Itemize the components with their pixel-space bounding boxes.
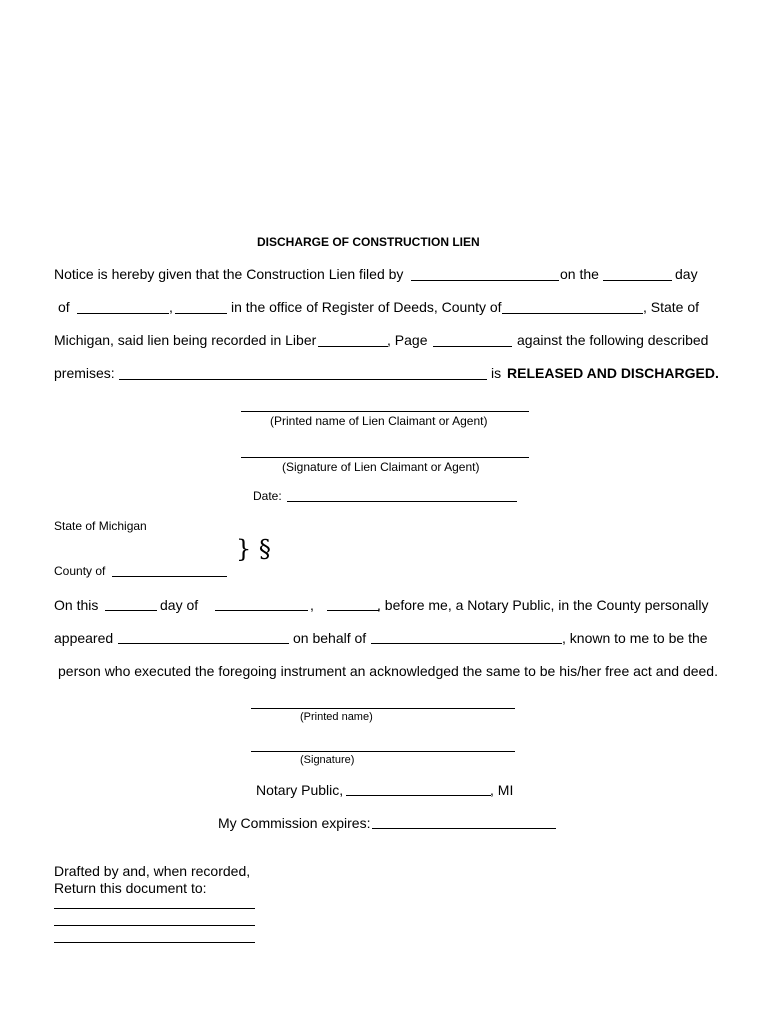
described-text: against the following described [517, 332, 709, 348]
ack-month-blank[interactable] [215, 610, 308, 611]
county-of-label: County of [54, 564, 106, 578]
claimant-printed-name-caption: (Printed name of Lien Claimant or Agent) [270, 414, 488, 428]
on-the-text: on the [560, 266, 599, 282]
ack-day-blank[interactable] [105, 610, 157, 611]
state-of-text: , State of [643, 299, 700, 315]
day-text: day [675, 266, 698, 282]
is-text: is [491, 365, 502, 381]
notary-printed-name-caption: (Printed name) [300, 711, 373, 723]
notary-public-label: Notary Public, [256, 782, 344, 798]
liber-blank[interactable] [318, 346, 388, 347]
premises-text: premises: [54, 365, 115, 381]
return-address-line-2[interactable] [54, 925, 255, 926]
before-me-text: , before me, a Notary Public, in the County personally [377, 597, 709, 613]
notary-printed-name-line[interactable] [251, 708, 515, 709]
return-address-line-1[interactable] [54, 908, 255, 909]
on-this-text: On this [54, 597, 99, 613]
claimant-signature-caption: (Signature of Lien Claimant or Agent) [282, 460, 480, 474]
page-blank[interactable] [433, 346, 512, 347]
appeared-name-blank[interactable] [118, 643, 289, 644]
day-of-text: day of [160, 597, 199, 613]
year-blank[interactable] [175, 313, 227, 314]
ack-year-blank[interactable] [327, 610, 379, 611]
lien-claimant-blank[interactable] [411, 280, 559, 281]
notice-text: Notice is hereby given that the Construction Lien filed by [54, 266, 404, 282]
venue-brace-section-symbol: } § [236, 535, 271, 563]
executed-instrument-text: person who executed the foregoing instrument an acknowledged the same to be his/her free act and deed. [58, 663, 718, 679]
known-to-me-text: , known to me to be the [562, 630, 708, 646]
comma-text: , [169, 299, 173, 315]
month-blank[interactable] [77, 313, 169, 314]
notary-signature-line[interactable] [251, 751, 515, 752]
venue-county-blank[interactable] [112, 576, 227, 577]
mi-suffix-text: , MI [490, 782, 514, 798]
return-address-line-3[interactable] [54, 942, 255, 943]
on-behalf-of-text: on behalf of [293, 630, 367, 646]
drafted-by-text: Drafted by and, when recorded, [54, 863, 251, 879]
return-document-text: Return this document to: [54, 880, 207, 896]
notary-county-blank[interactable] [346, 795, 491, 796]
date-blank[interactable] [287, 501, 517, 502]
commission-expires-label: My Commission expires: [218, 815, 371, 831]
page-text: , Page [387, 332, 428, 348]
notary-signature-caption: (Signature) [300, 754, 355, 766]
on-behalf-of-blank[interactable] [371, 643, 562, 644]
date-label: Date: [253, 489, 282, 503]
appeared-text: appeared [54, 630, 114, 646]
of-text: of [58, 299, 70, 315]
recorded-in-liber-text: Michigan, said lien being recorded in Liber [54, 332, 317, 348]
state-of-michigan-text: State of Michigan [54, 519, 147, 533]
day-blank[interactable] [603, 280, 672, 281]
register-of-deeds-text: in the office of Register of Deeds, County of [231, 299, 502, 315]
claimant-signature-line[interactable] [241, 457, 529, 458]
released-discharged-text: RELEASED AND DISCHARGED. [507, 365, 719, 381]
premises-blank[interactable] [119, 379, 487, 380]
document-title: DISCHARGE OF CONSTRUCTION LIEN [257, 235, 480, 249]
claimant-printed-name-line[interactable] [241, 411, 529, 412]
commission-expires-blank[interactable] [372, 828, 556, 829]
ack-comma-text: , [310, 597, 314, 613]
county-blank[interactable] [502, 313, 643, 314]
